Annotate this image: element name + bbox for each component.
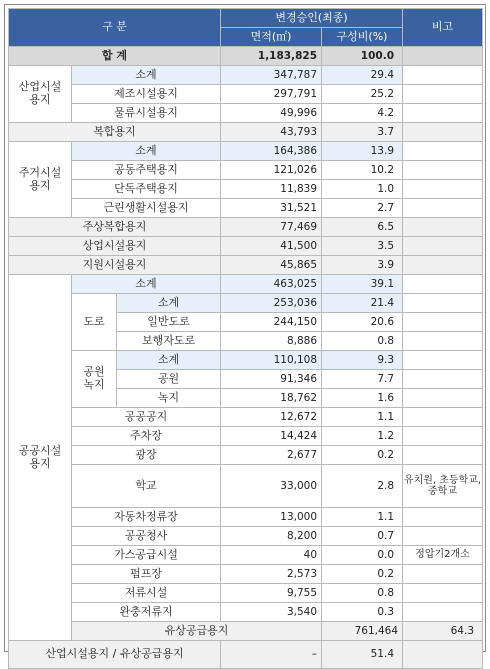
remarks-cell bbox=[403, 313, 483, 332]
gas-ratio: 0.0 bbox=[322, 546, 403, 565]
park-green-label: 공원 녹지 bbox=[72, 351, 117, 408]
road-subtotal-label: 소계 bbox=[117, 294, 221, 313]
general-road-area: 244,150 bbox=[221, 313, 322, 332]
green-label: 녹지 bbox=[117, 389, 221, 408]
apartment-label: 공동주택용지 bbox=[72, 161, 221, 180]
pedestrian-road-ratio: 0.8 bbox=[322, 332, 403, 351]
table-row bbox=[9, 603, 483, 622]
table-row bbox=[9, 104, 483, 123]
pedestrian-road-area: 8,886 bbox=[221, 332, 322, 351]
industrial-subtotal-ratio: 29.4 bbox=[322, 66, 403, 85]
gas-label: 가스공급시설 bbox=[72, 546, 221, 565]
remarks-cell bbox=[403, 565, 483, 584]
buffer-area: 3,540 bbox=[221, 603, 322, 622]
support-ratio: 3.9 bbox=[322, 256, 403, 275]
general-road-label: 일반도로 bbox=[117, 313, 221, 332]
storage-area: 9,755 bbox=[221, 584, 322, 603]
remarks-cell bbox=[403, 104, 483, 123]
park-subtotal-ratio: 9.3 bbox=[322, 351, 403, 370]
general-road-ratio: 20.6 bbox=[322, 313, 403, 332]
remarks-cell bbox=[403, 180, 483, 199]
header-area: 면적(㎡) bbox=[221, 28, 322, 47]
detached-label: 단독주택용지 bbox=[72, 180, 221, 199]
logistics-label: 물류시설용지 bbox=[72, 104, 221, 123]
complex-ratio: 3.7 bbox=[322, 123, 403, 142]
remarks-cell bbox=[403, 370, 483, 389]
table-row bbox=[9, 527, 483, 546]
total-label: 합 계 bbox=[9, 47, 221, 66]
table-row bbox=[9, 294, 483, 313]
total-remarks bbox=[403, 47, 483, 66]
parking-label: 주차장 bbox=[72, 427, 221, 446]
table-row bbox=[9, 256, 483, 275]
parking-ratio: 1.2 bbox=[322, 427, 403, 446]
remarks-cell bbox=[403, 142, 483, 161]
public-subtotal-area: 463,025 bbox=[221, 275, 322, 294]
detached-area: 11,839 bbox=[221, 180, 322, 199]
plaza-area: 2,677 bbox=[221, 446, 322, 465]
remarks-cell bbox=[403, 294, 483, 313]
table-row bbox=[9, 622, 483, 641]
paid-supply-area: 761,464 bbox=[322, 622, 403, 641]
parking-area: 14,424 bbox=[221, 427, 322, 446]
table-row bbox=[9, 641, 483, 669]
storage-label: 저류시설 bbox=[72, 584, 221, 603]
support-label: 지원시설용지 bbox=[9, 256, 221, 275]
detached-ratio: 1.0 bbox=[322, 180, 403, 199]
school-ratio: 2.8 bbox=[322, 465, 403, 508]
open-space-ratio: 1.1 bbox=[322, 408, 403, 427]
car-stop-area: 13,000 bbox=[221, 508, 322, 527]
remarks-cell bbox=[403, 218, 483, 237]
office-label: 공공청사 bbox=[72, 527, 221, 546]
industrial-ratio-label: 산업시설용지 / 유상공급용지 bbox=[9, 641, 221, 669]
office-ratio: 0.7 bbox=[322, 527, 403, 546]
public-subtotal-ratio: 39.1 bbox=[322, 275, 403, 294]
buffer-label: 완충저류지 bbox=[72, 603, 221, 622]
school-area: 33,000 bbox=[221, 465, 322, 508]
complex-label: 복합용지 bbox=[9, 123, 221, 142]
remarks-cell bbox=[403, 351, 483, 370]
remarks-cell bbox=[403, 199, 483, 218]
remarks-cell bbox=[403, 527, 483, 546]
pedestrian-road-label: 보행자도로 bbox=[117, 332, 221, 351]
buffer-ratio: 0.3 bbox=[322, 603, 403, 622]
remarks-cell bbox=[403, 332, 483, 351]
road-subtotal-ratio: 21.4 bbox=[322, 294, 403, 313]
apartment-area: 121,026 bbox=[221, 161, 322, 180]
plaza-label: 광장 bbox=[72, 446, 221, 465]
table-row bbox=[9, 85, 483, 104]
public-label: 공공시설 용지 bbox=[9, 275, 72, 641]
table-row bbox=[9, 161, 483, 180]
remarks-cell bbox=[403, 408, 483, 427]
table-row bbox=[9, 142, 483, 161]
green-ratio: 1.6 bbox=[322, 389, 403, 408]
table-row bbox=[9, 275, 483, 294]
header-remarks: 비고 bbox=[403, 9, 483, 47]
park-subtotal-area: 110,108 bbox=[221, 351, 322, 370]
remarks-cell bbox=[403, 584, 483, 603]
industrial-subtotal-area: 347,787 bbox=[221, 66, 322, 85]
table-row bbox=[9, 47, 483, 66]
table-row bbox=[9, 123, 483, 142]
car-stop-label: 자동차정류장 bbox=[72, 508, 221, 527]
open-space-area: 12,672 bbox=[221, 408, 322, 427]
table-row bbox=[9, 218, 483, 237]
remarks-cell bbox=[403, 427, 483, 446]
car-stop-ratio: 1.1 bbox=[322, 508, 403, 527]
logistics-area: 49,996 bbox=[221, 104, 322, 123]
public-subtotal-label: 소계 bbox=[72, 275, 221, 294]
remarks-cell bbox=[403, 641, 483, 669]
commercial-area: 41,500 bbox=[221, 237, 322, 256]
logistics-ratio: 4.2 bbox=[322, 104, 403, 123]
commercial-label: 상업시설용지 bbox=[9, 237, 221, 256]
table-row bbox=[9, 408, 483, 427]
remarks-cell bbox=[403, 237, 483, 256]
park-ratio: 7.7 bbox=[322, 370, 403, 389]
industrial-label: 산업시설 용지 bbox=[9, 66, 72, 123]
park-area: 91,346 bbox=[221, 370, 322, 389]
remarks-cell bbox=[403, 161, 483, 180]
paid-supply-label: 유상공급용지 bbox=[72, 622, 322, 641]
remarks-cell bbox=[403, 389, 483, 408]
neighborhood-label: 근린생활시설용지 bbox=[72, 199, 221, 218]
gas-note: 정압기2개소 bbox=[403, 546, 483, 565]
total-ratio: 100.0 bbox=[322, 47, 403, 66]
residential-label: 주거시설 용지 bbox=[9, 142, 72, 218]
header-category: 구 분 bbox=[9, 9, 221, 47]
table-row bbox=[9, 199, 483, 218]
park-subtotal-label: 소계 bbox=[117, 351, 221, 370]
land-use-table bbox=[8, 8, 483, 669]
industrial-ratio-ratio: 51.4 bbox=[322, 641, 403, 669]
open-space-label: 공공공지 bbox=[72, 408, 221, 427]
industrial-ratio-area: – bbox=[221, 641, 322, 669]
park-label: 공원 bbox=[117, 370, 221, 389]
remarks-cell bbox=[403, 123, 483, 142]
table-row bbox=[9, 465, 483, 508]
remarks-cell bbox=[403, 275, 483, 294]
school-label: 학교 bbox=[72, 465, 221, 508]
table-row bbox=[9, 237, 483, 256]
complex-area: 43,793 bbox=[221, 123, 322, 142]
table-row bbox=[9, 546, 483, 565]
table-row bbox=[9, 180, 483, 199]
remarks-cell bbox=[403, 508, 483, 527]
road-label: 도로 bbox=[72, 294, 117, 351]
table-row bbox=[9, 565, 483, 584]
road-subtotal-area: 253,036 bbox=[221, 294, 322, 313]
residential-subtotal-label: 소계 bbox=[72, 142, 221, 161]
remarks-cell bbox=[403, 66, 483, 85]
table-row bbox=[9, 427, 483, 446]
storage-ratio: 0.8 bbox=[322, 584, 403, 603]
pump-area: 2,573 bbox=[221, 565, 322, 584]
remarks-cell bbox=[403, 446, 483, 465]
header-ratio: 구성비(%) bbox=[322, 28, 403, 47]
mixed-residential-label: 주상복합용지 bbox=[9, 218, 221, 237]
table-row bbox=[9, 351, 483, 370]
green-area: 18,762 bbox=[221, 389, 322, 408]
pump-ratio: 0.2 bbox=[322, 565, 403, 584]
remarks-cell bbox=[403, 85, 483, 104]
header-group: 변경승인(최종) bbox=[221, 9, 403, 28]
neighborhood-area: 31,521 bbox=[221, 199, 322, 218]
industrial-subtotal-label: 소계 bbox=[72, 66, 221, 85]
commercial-ratio: 3.5 bbox=[322, 237, 403, 256]
remarks-cell bbox=[403, 256, 483, 275]
neighborhood-ratio: 2.7 bbox=[322, 199, 403, 218]
residential-subtotal-ratio: 13.9 bbox=[322, 142, 403, 161]
pump-label: 펌프장 bbox=[72, 565, 221, 584]
apartment-ratio: 10.2 bbox=[322, 161, 403, 180]
table-row bbox=[9, 584, 483, 603]
plaza-ratio: 0.2 bbox=[322, 446, 403, 465]
mixed-residential-ratio: 6.5 bbox=[322, 218, 403, 237]
mixed-residential-area: 77,469 bbox=[221, 218, 322, 237]
table-row bbox=[9, 66, 483, 85]
paid-supply-ratio: 64.3 bbox=[403, 622, 483, 641]
residential-subtotal-area: 164,386 bbox=[221, 142, 322, 161]
school-note: 유치원, 초등학교, 중학교 bbox=[403, 465, 483, 508]
support-area: 45,865 bbox=[221, 256, 322, 275]
remarks-cell bbox=[403, 603, 483, 622]
office-area: 8,200 bbox=[221, 527, 322, 546]
manufacturing-label: 제조시설용지 bbox=[72, 85, 221, 104]
table-row bbox=[9, 508, 483, 527]
manufacturing-area: 297,791 bbox=[221, 85, 322, 104]
manufacturing-ratio: 25.2 bbox=[322, 85, 403, 104]
total-area: 1,183,825 bbox=[221, 47, 322, 66]
gas-area: 40 bbox=[221, 546, 322, 565]
table-row bbox=[9, 446, 483, 465]
